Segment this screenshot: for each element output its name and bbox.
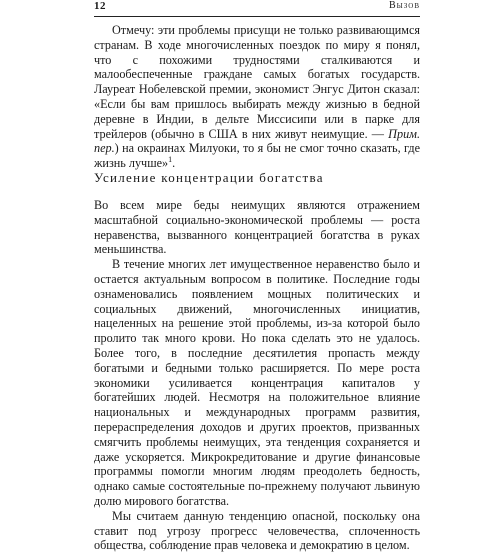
- intro-paragraph: [94, 23, 420, 171]
- running-head: Вызов: [388, 0, 420, 11]
- body-paragraph: Мы считаем данную тенденцию опасной, поскольку она ставит под угрозу прогресс человечества, сплоченность общества, соблюдение прав человека и демократию в целом.: [94, 508, 420, 553]
- translator-note: Прим. пер.: [94, 126, 420, 156]
- intro-text-part-b: ) на окраинах Милуоки, то я бы не смог точно сказать, где жизнь лучше»: [94, 141, 420, 171]
- intro-text-part-a: Отмечу: эти проблемы присущи не только развивающимся странам. В ходе многочисленных поездок по миру я понял, что с похожими трудностями сталкиваются и малообеспеченные граждане самых богатых государств. Лауреат Нобелевской премии, экономист Энгус Дитон сказал: «Если бы вам пришлось выбирать между жизнью в бедной деревне в Индии, в дельте Миссисипи или в парке для трейлеров (обычно в США в них живут неимущие. —: [94, 23, 420, 141]
- page-header: [94, 2, 420, 17]
- section-heading: Усиление концентрации богатства: [94, 170, 324, 185]
- footnote-ref: 1: [168, 155, 173, 165]
- page-number: 12: [94, 0, 106, 12]
- intro-text: [94, 23, 420, 171]
- body-paragraph: В течение многих лет имущественное неравенство было и остается актуальным вопросом в политике. Последние годы ознаменовались появлением мощных политических и социальных движений, многочисленных инициатив, нацеленных на решение этой проблемы, из-за которой было пролито так много крови. Но пока сделать это не удалось. Более того, в последние десятилетия пропасть между богатыми и бедными только расширяется. По мере роста экономики усиливается концентрация капиталов у богатейших людей. Несмотря на положительное влияние национальных и международных программ развития, перераспределения доходов и других проектов, призванных смягчить проблемы неимущих, эта тенденция сохраняется и даже ускоряется. Микрокредитование и другие финансовые программы помогли многим людям преодолеть бедность, однако самые состоятельные по-прежнему получают львиную долю мирового богатства.: [94, 257, 420, 508]
- intro-text-end: .: [172, 156, 176, 171]
- body-paragraph: Во всем мире беды неимущих являются отражением масштабной социально-экономической проблемы — роста неравенства, вызванного концентрацией богатства в руках меньшинства.: [94, 198, 420, 257]
